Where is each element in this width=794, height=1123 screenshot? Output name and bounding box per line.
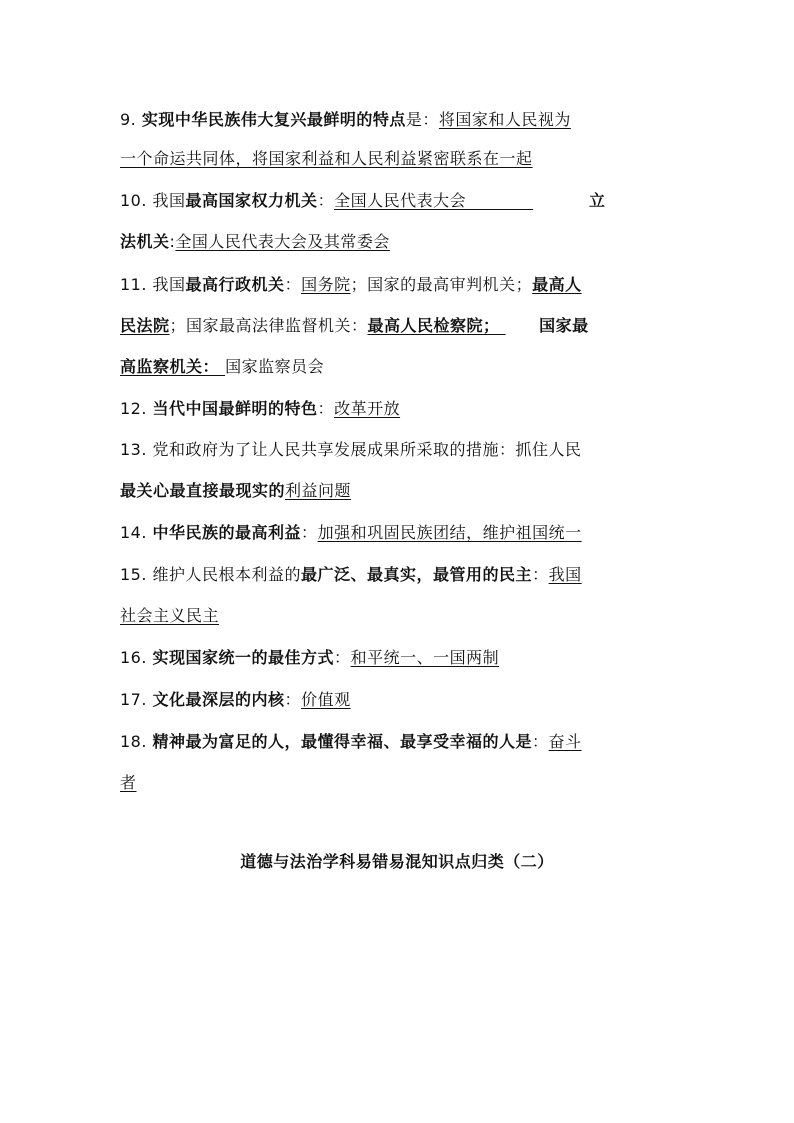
item-12-line-1 (120, 399, 680, 419)
text-run: ： (317, 191, 335, 210)
text-run: 最高人 (532, 275, 582, 294)
text-run: 最高行政机关 (185, 275, 285, 294)
item-10-line-2 (120, 232, 680, 252)
text-run: 最广泛、最真实，最管用的民主 (301, 565, 533, 584)
text-run: 实现国家统一的最佳方式 (152, 648, 335, 667)
item-13-line-1 (120, 440, 680, 460)
text-run: 国家监察员会 (225, 357, 325, 376)
text-run: ： (284, 690, 302, 709)
text-run: 民法院 (120, 316, 170, 335)
text-run: 最关心最直接最现实的 (120, 481, 286, 500)
text-run: 国务院 (301, 275, 351, 294)
text-run: 社会主义民主 (120, 606, 220, 625)
item-15-line-2 (120, 606, 680, 626)
text-run: 最高国家权力机关 (185, 191, 318, 210)
text-run: ；国家的最高审判机关； (350, 275, 533, 294)
text-run: 16. (120, 648, 153, 667)
text-run: 10. 我国 (120, 191, 186, 210)
text-run: 11. 我国 (120, 275, 186, 294)
text-run: 高监察机关： (120, 357, 226, 376)
item-11-line-1 (120, 275, 680, 295)
item-14-line-1 (120, 523, 680, 543)
item-10-line-1 (120, 191, 680, 211)
text-run: ： (532, 732, 549, 751)
item-11-line-2 (120, 316, 680, 336)
item-18-line-1 (120, 732, 680, 752)
text-run: 一个命运共同体，将国家利益和人民利益紧密联系在一起 (120, 149, 533, 168)
text-run (506, 316, 540, 335)
item-16-line-1 (120, 648, 680, 668)
text-run: 价值观 (301, 690, 351, 709)
text-run: 利益问题 (285, 481, 352, 500)
item-9-line-1 (120, 110, 680, 130)
text-run: ： (301, 523, 318, 542)
text-run: ： (334, 648, 351, 667)
text-run: 将国家和人民视为 (438, 110, 571, 129)
text-run: 中华民族的最高利益 (152, 523, 302, 542)
text-run: 当代中国最鲜明的特色 (152, 399, 318, 418)
text-run: 国家最 (539, 316, 589, 335)
item-11-line-3 (120, 357, 680, 377)
item-13-line-2 (120, 481, 680, 501)
text-run: 18. (120, 732, 153, 751)
text-run: ： (317, 399, 335, 418)
text-run: 14. (120, 523, 153, 542)
section-title: 道德与法治学科易错易混知识点归类（二） (240, 852, 554, 871)
text-run: 最高人民检察院； (367, 316, 506, 335)
item-15-line-1 (120, 565, 680, 585)
text-run: 改革开放 (334, 399, 401, 418)
text-run: 立 (588, 191, 606, 210)
text-run: 17. (120, 690, 153, 709)
item-17-line-1 (120, 690, 680, 710)
text-run: 9. (120, 110, 142, 129)
text-run: 全国人民代表大会及其常委会 (175, 232, 390, 251)
text-run: 加强和巩固民族团结，维护祖国统一 (317, 523, 582, 542)
text-run: 精神最为富足的人，最懂得幸福、最享受幸福的人是 (152, 732, 533, 751)
text-run: ；国家最高法律监督机关： (169, 316, 368, 335)
text-run: : (169, 232, 176, 251)
text-run: 者 (120, 773, 137, 792)
text-run: 我国 (548, 565, 582, 584)
item-18-line-2 (120, 773, 680, 793)
text-run: 法机关 (120, 232, 170, 251)
text-run: 是： (405, 110, 439, 129)
text-run: 文化最深层的内核 (152, 690, 285, 709)
item-9-line-2 (120, 149, 680, 169)
text-run: 和平统一、一国两制 (350, 648, 500, 667)
text-run: 奋斗 (548, 732, 582, 751)
text-run: 全国人民代表大会 (334, 191, 534, 210)
text-run: 13. 党和政府为了让人民共享发展成果所采取的措施：抓住人民 (120, 440, 582, 459)
text-run: 12. (120, 399, 153, 418)
text-run: 15. 维护人民根本利益的 (120, 565, 302, 584)
text-run (533, 191, 589, 210)
text-run: 实现中华民族伟大复兴最鲜明的特点 (141, 110, 406, 129)
text-run: ： (284, 275, 302, 294)
text-run: ： (532, 565, 549, 584)
